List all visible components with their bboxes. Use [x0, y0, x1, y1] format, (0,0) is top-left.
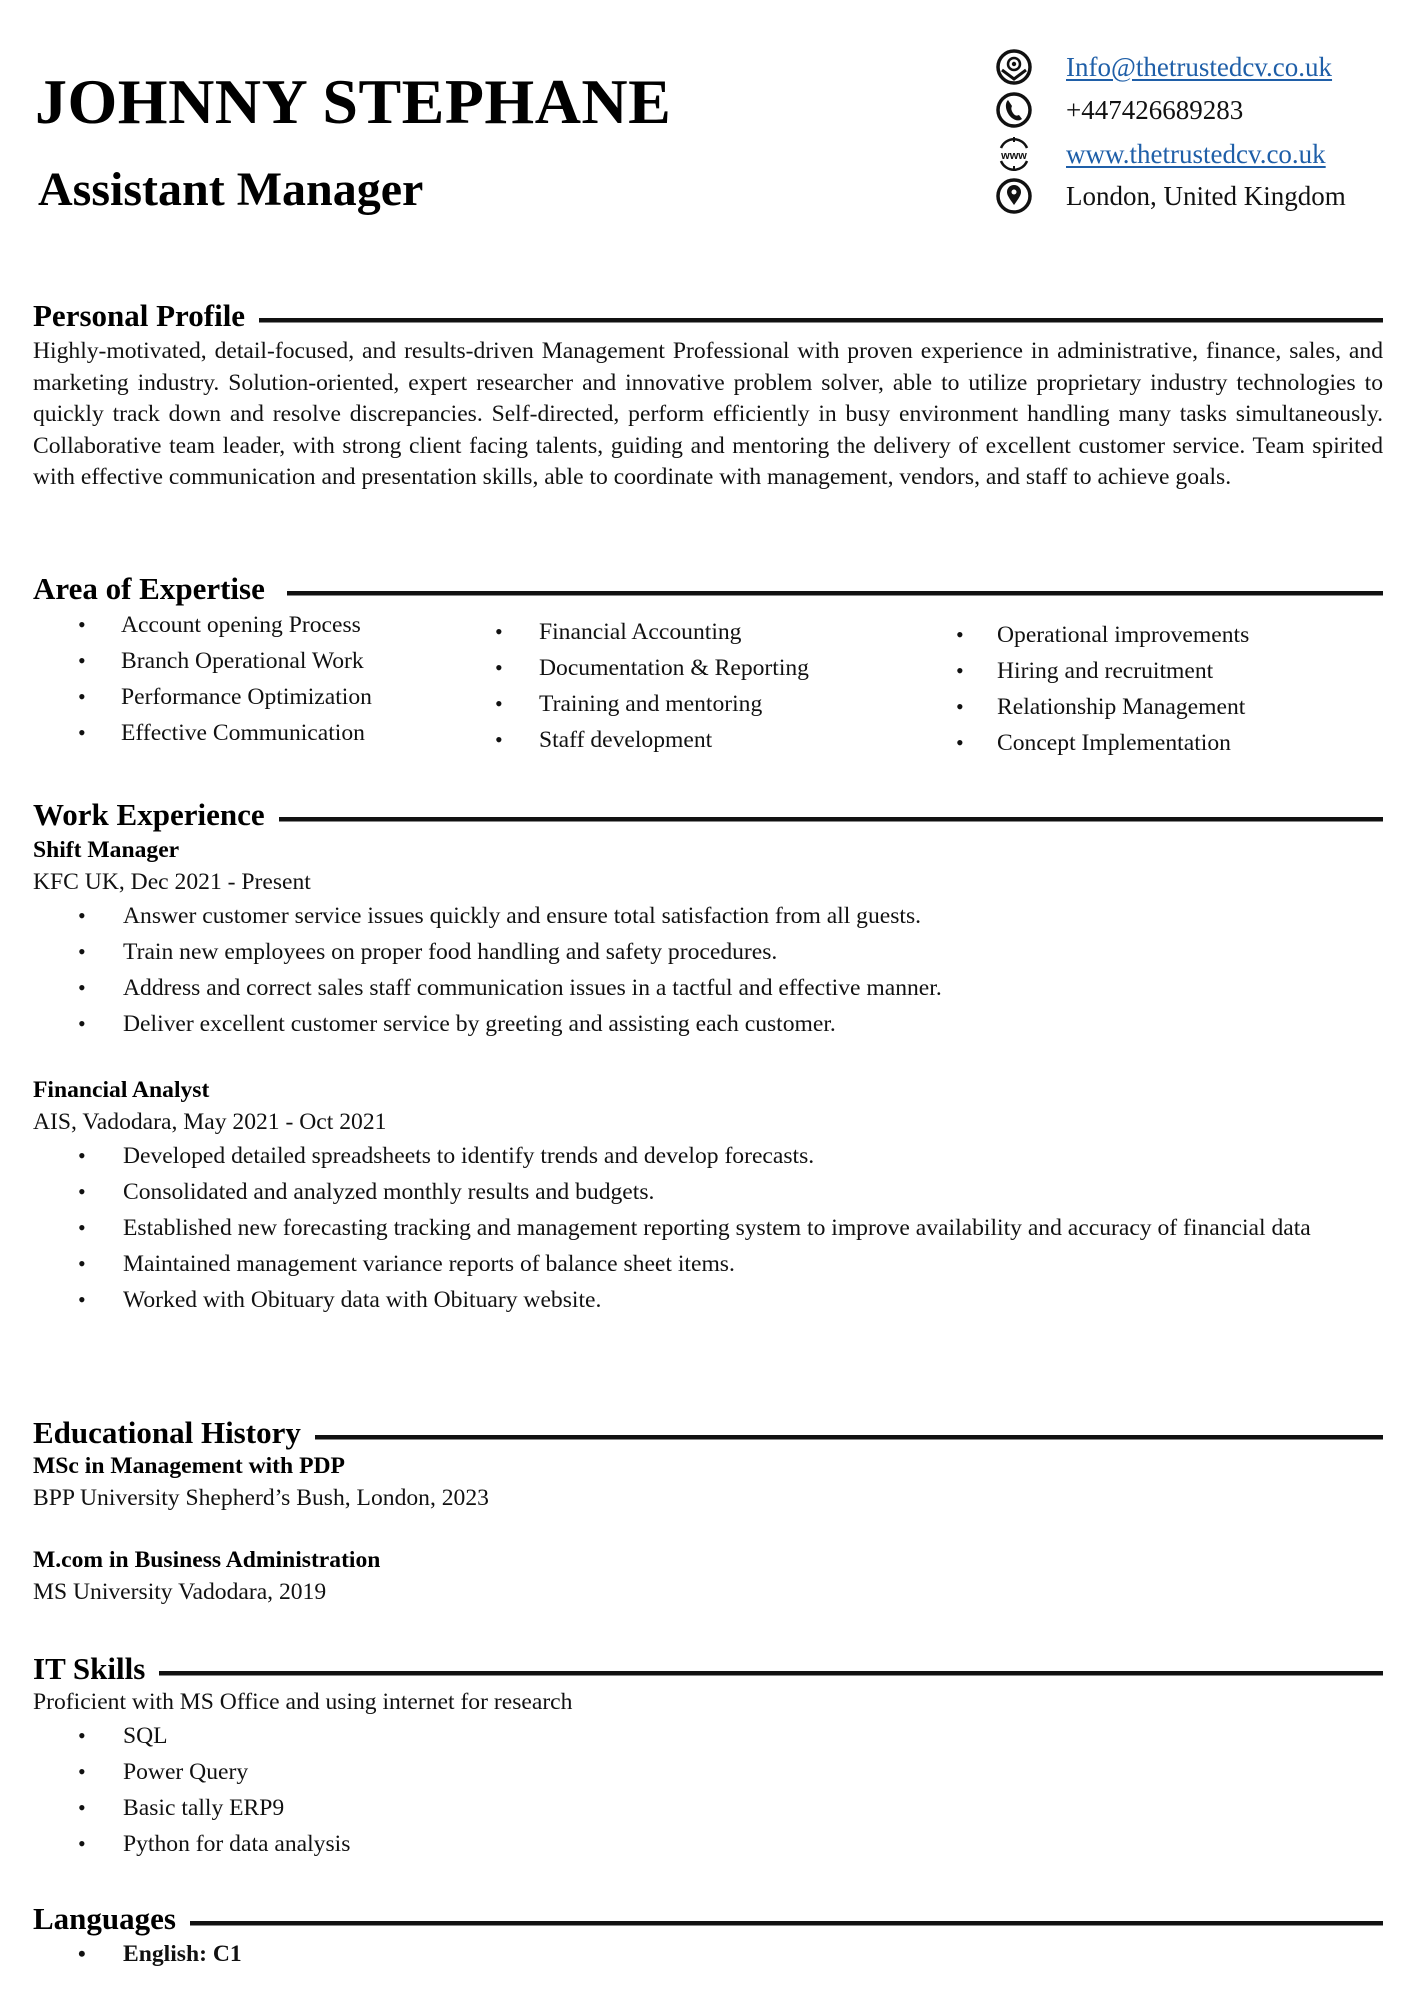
- list-item: • Maintained management variance reports of balance sheet items.: [33, 1246, 1383, 1282]
- contact-location: [994, 176, 1346, 216]
- website-link[interactable]: www.thetrustedcv.co.uk: [1066, 138, 1326, 169]
- list-item: • Established new forecasting tracking and management reporting system to improve availability and accuracy of financial data: [33, 1210, 1383, 1246]
- list-item: • Performance Optimization: [33, 679, 491, 715]
- degree-institution: MS University Vadodara, 2019: [33, 1579, 327, 1605]
- degree-name: MSc in Management with PDP: [33, 1453, 345, 1479]
- section-heading: Area of Expertise: [33, 570, 265, 606]
- job-title: Assistant Manager: [38, 163, 424, 216]
- job-company-dates: KFC UK, Dec 2021 - Present: [33, 869, 311, 895]
- list-item: • Hiring and recruitment: [956, 653, 1376, 689]
- section-divider: [159, 1671, 1383, 1675]
- contact-website: [994, 134, 1326, 174]
- list-item: • SQL: [33, 1718, 1383, 1754]
- list-item: • Train new employees on proper food handling and safety procedures.: [33, 934, 1383, 970]
- list-item: • Basic tally ERP9: [33, 1790, 1383, 1826]
- phone-icon: [994, 90, 1034, 130]
- list-item: • Operational improvements: [956, 617, 1376, 653]
- degree-name: M.com in Business Administration: [33, 1547, 381, 1573]
- section-heading: Personal Profile: [33, 297, 246, 333]
- contact-phone: [994, 90, 1243, 130]
- education-entry: [33, 1450, 1383, 1514]
- job-position: Financial Analyst: [33, 1077, 210, 1103]
- education-entry: [33, 1544, 1383, 1608]
- section-divider: [279, 817, 1383, 821]
- list-item: • Documentation & Reporting: [491, 650, 956, 686]
- candidate-name: JOHNNY STEPHANE: [35, 66, 672, 137]
- expertise-column-1: [33, 607, 491, 761]
- list-item: • Effective Communication: [33, 715, 491, 751]
- expertise-column-2: [491, 614, 956, 761]
- job-entry: [33, 834, 1383, 1042]
- section-divider: [190, 1921, 1383, 1925]
- section-area-of-expertise: [33, 570, 1383, 761]
- email-icon: [994, 47, 1034, 87]
- section-divider: [259, 318, 1383, 322]
- location-pin-icon: [994, 176, 1034, 216]
- section-divider: [287, 591, 1383, 595]
- list-item: • Developed detailed spreadsheets to identify trends and develop forecasts.: [33, 1138, 1383, 1174]
- profile-text: Highly-motivated, detail-focused, and results-driven Management Professional with proven experience in administrative, finance, sales, and marketing industry. Solution-oriented, expert researcher and innovative problem solver, able to utilize proprietary industry technologies to quickly track down and resolve discrepancies. Self-directed, perform efficiently in busy environment handling many tasks simultaneously. Collaborative team leader, with strong client facing talents, guiding and mentoring the delivery of excellent customer service. Team spirited with effective communication and presentation skills, able to coordinate with management, vendors, and staff to achieve goals.: [33, 338, 1383, 490]
- section-personal-profile: [33, 297, 1383, 494]
- list-item: • Concept Implementation: [956, 725, 1376, 761]
- location-text: London, United Kingdom: [1066, 180, 1346, 211]
- job-company-dates: AIS, Vadodara, May 2021 - Oct 2021: [33, 1109, 387, 1135]
- list-item: • Answer customer service issues quickly and ensure total satisfaction from all guests.: [33, 898, 1383, 934]
- list-item: • Account opening Process: [33, 607, 491, 643]
- phone-number: +447426689283: [1066, 94, 1244, 125]
- section-work-experience: [33, 796, 1383, 1318]
- section-heading: Languages: [33, 1900, 176, 1936]
- list-item: • Address and correct sales staff communication issues in a tactful and effective manner.: [33, 970, 1383, 1006]
- list-item: • Financial Accounting: [491, 614, 956, 650]
- section-heading: Work Experience: [33, 796, 265, 832]
- section-languages: [33, 1900, 1383, 1972]
- job-position: Shift Manager: [33, 837, 180, 863]
- list-item: • Branch Operational Work: [33, 643, 491, 679]
- globe-www-icon: [994, 134, 1034, 174]
- section-educational-history: [33, 1414, 1383, 1608]
- degree-institution: BPP University Shepherd’s Bush, London, 2023: [33, 1485, 489, 1511]
- svg-text:www: www: [1001, 150, 1027, 162]
- list-item: • Power Query: [33, 1754, 1383, 1790]
- list-item: • Staff development: [491, 722, 956, 758]
- section-heading: IT Skills: [33, 1650, 146, 1686]
- list-item: • English: C1: [33, 1936, 1383, 1972]
- section-divider: [315, 1435, 1383, 1439]
- list-item: • Training and mentoring: [491, 686, 956, 722]
- email-link[interactable]: Info@thetrustedcv.co.uk: [1066, 51, 1333, 82]
- section-it-skills: [33, 1650, 1383, 1862]
- expertise-column-3: [956, 617, 1376, 761]
- list-item: • Worked with Obituary data with Obituary website.: [33, 1282, 1383, 1318]
- section-heading: Educational History: [33, 1414, 301, 1450]
- list-item: • Consolidated and analyzed monthly results and budgets.: [33, 1174, 1383, 1210]
- list-item: • Deliver excellent customer service by greeting and assisting each customer.: [33, 1006, 1383, 1042]
- list-item: • Relationship Management: [956, 689, 1376, 725]
- contact-email: [994, 47, 1332, 87]
- list-item: • Python for data analysis: [33, 1826, 1383, 1862]
- job-entry: [33, 1074, 1383, 1318]
- it-skills-intro: Proficient with MS Office and using internet for research: [33, 1689, 573, 1715]
